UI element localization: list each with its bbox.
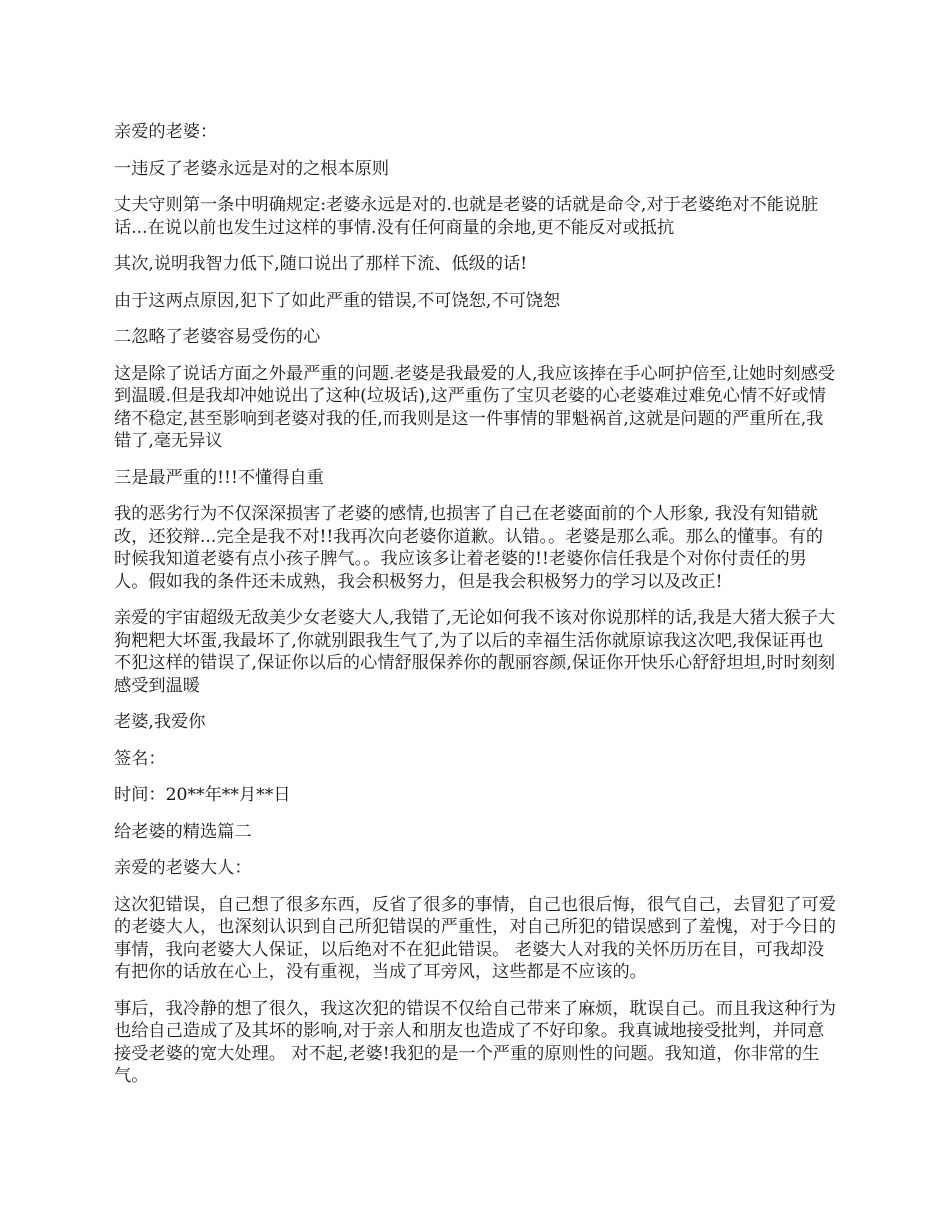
section-title: 给老婆的精选篇二 [114, 821, 252, 842]
greeting: 亲爱的老婆大人： [114, 858, 252, 878]
point-three-heading: 三是最严重的!!!不懂得自重 [114, 467, 324, 488]
paragraph: 事后，我冷静的想了很久，我这次犯的错误不仅给自己带来了麻烦，耽误自己。而且我这种行为也给自己造成了及其坏的影响,对于亲人和朋友也造成了不好印象。我真诚地接受批判，并同意接受老婆的宽大处理。 对不起,老婆!我犯的是一个严重的原则性的问题。我知道，你非常的生气。 [114, 998, 836, 1086]
closing-line: 老婆,我爱你 [114, 712, 206, 732]
point-one-heading: 一违反了老婆永远是对的之根本原则 [114, 158, 390, 179]
paragraph: 丈夫守则第一条中明确规定:老婆永远是对的.也就是老婆的话就是命令,对于老婆绝对不能说脏话...在说以前也发生过这样的事情.没有任何商量的余地,更不能反对或抵抗 [114, 195, 819, 238]
signature-label: 签名： [114, 748, 166, 769]
paragraph: 这是除了说话方面之外最严重的问题.老婆是我最爱的人,我应该捧在手心呵护倍至,让她时刻感受到温暖.但是我却冲她说出了这种(垃圾话),这严重伤了宝贝老婆的心老婆难过难免心情不好或情绪不稳定,甚至影响到老婆对我的任,而我则是这一件事情的罪魁祸首,这就是问题的严重所在,我错了,毫无异议 [114, 363, 836, 451]
paragraph: 亲爱的宇宙超级无敌美少女老婆大人,我错了,无论如何我不该对你说那样的话,我是大猪大猴子大狗粑粑大坏蛋,我最坏了,你就别跟我生气了,为了以后的幸福生活你就原谅我这次吧,我保证再也不犯这样的错误了,保证你以后的心情舒服保养你的靓丽容颜,保证你开快乐心舒舒坦坦,时时刻刻感受到温暖 [114, 608, 836, 696]
paragraph: 这次犯错误，自己想了很多东西，反省了很多的事情，自己也很后悔，很气自己，去冒犯了可爱的老婆大人，也深刻认识到自己所犯错误的严重性，对自己所犯的错误感到了羞愧，对于今日的事情，我向老婆大人保证，以后绝对不在犯此错误。 老婆大人对我的关怀历历在目，可我却没有把你的话放在心上，没有重视，当成了耳旁风，这些都是不应该的。 [114, 894, 836, 982]
letter-body [114, 121, 839, 1102]
point-two-heading: 二忽略了老婆容易受伤的心 [114, 327, 321, 347]
date-line: 时间：20**年**月**日 [114, 785, 291, 805]
paragraph: 由于这两点原因,犯下了如此严重的错误,不可饶恕,不可饶恕 [114, 290, 561, 311]
paragraph: 我的恶劣行为不仅深深损害了老婆的感情,也损害了自己在老婆面前的个人形象, 我没有知错就改，还狡辩...完全是我不对!!我再次向老婆你道歉。认错。。老婆是那么乖。那么的懂事。有的时候我知道老婆有点小孩子脾气。。我应该多让着老婆的!!老婆你信任我是个对你付责任的男人。假如我的条件还未成熟，我会积极努力，但是我会积极努力的学习以及改正! [114, 504, 824, 592]
paragraph: 其次,说明我智力低下,随口说出了那样下流、低级的话! [114, 254, 528, 274]
greeting: 亲爱的老婆： [114, 122, 218, 142]
